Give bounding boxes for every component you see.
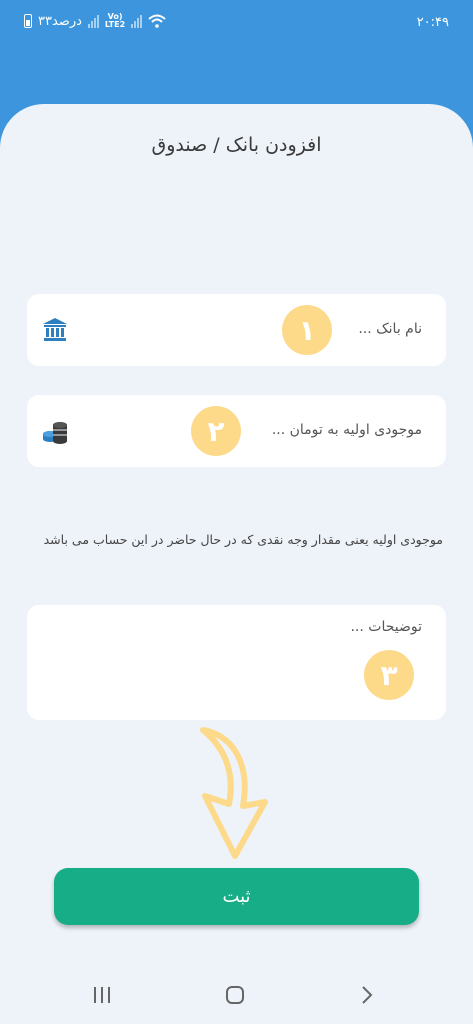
step-badge-1: ۱ xyxy=(282,305,332,355)
back-icon[interactable] xyxy=(355,983,379,1007)
bank-icon xyxy=(41,316,69,344)
status-time: ۲۰:۴۹ xyxy=(416,15,449,30)
home-icon[interactable] xyxy=(223,983,247,1007)
navigation-bar xyxy=(0,966,473,1024)
coins-icon xyxy=(41,417,69,445)
step-badge-2: ۲ xyxy=(191,406,241,456)
initial-balance-placeholder: موجودی اولیه به تومان ... xyxy=(271,422,422,438)
bank-name-field[interactable] xyxy=(27,294,446,366)
form-sheet xyxy=(0,104,473,966)
initial-balance-hint: موجودی اولیه یعنی مقدار وجه نقدی که در حال حاضر در این حساب می باشد xyxy=(43,532,443,547)
notes-placeholder: توضیحات ... xyxy=(350,619,422,635)
battery-percentage: ۳۳درصد xyxy=(38,13,82,29)
page-title: افزودن بانک / صندوق xyxy=(151,134,322,156)
status-bar xyxy=(0,0,473,50)
arrow-down-icon xyxy=(195,726,290,866)
initial-balance-field[interactable] xyxy=(27,395,446,467)
wifi-icon xyxy=(148,14,166,28)
lte-icon: Vo) LTE2 xyxy=(104,12,126,29)
signal-icon xyxy=(131,15,142,28)
status-indicators xyxy=(24,13,166,29)
signal-icon xyxy=(88,15,99,28)
bank-name-placeholder: نام بانک ... xyxy=(358,321,422,337)
submit-button[interactable]: ثبت xyxy=(54,868,419,925)
battery-icon xyxy=(24,14,32,28)
notes-field[interactable] xyxy=(27,605,446,720)
step-badge-3: ۳ xyxy=(364,650,414,700)
recent-apps-icon[interactable] xyxy=(90,983,114,1007)
